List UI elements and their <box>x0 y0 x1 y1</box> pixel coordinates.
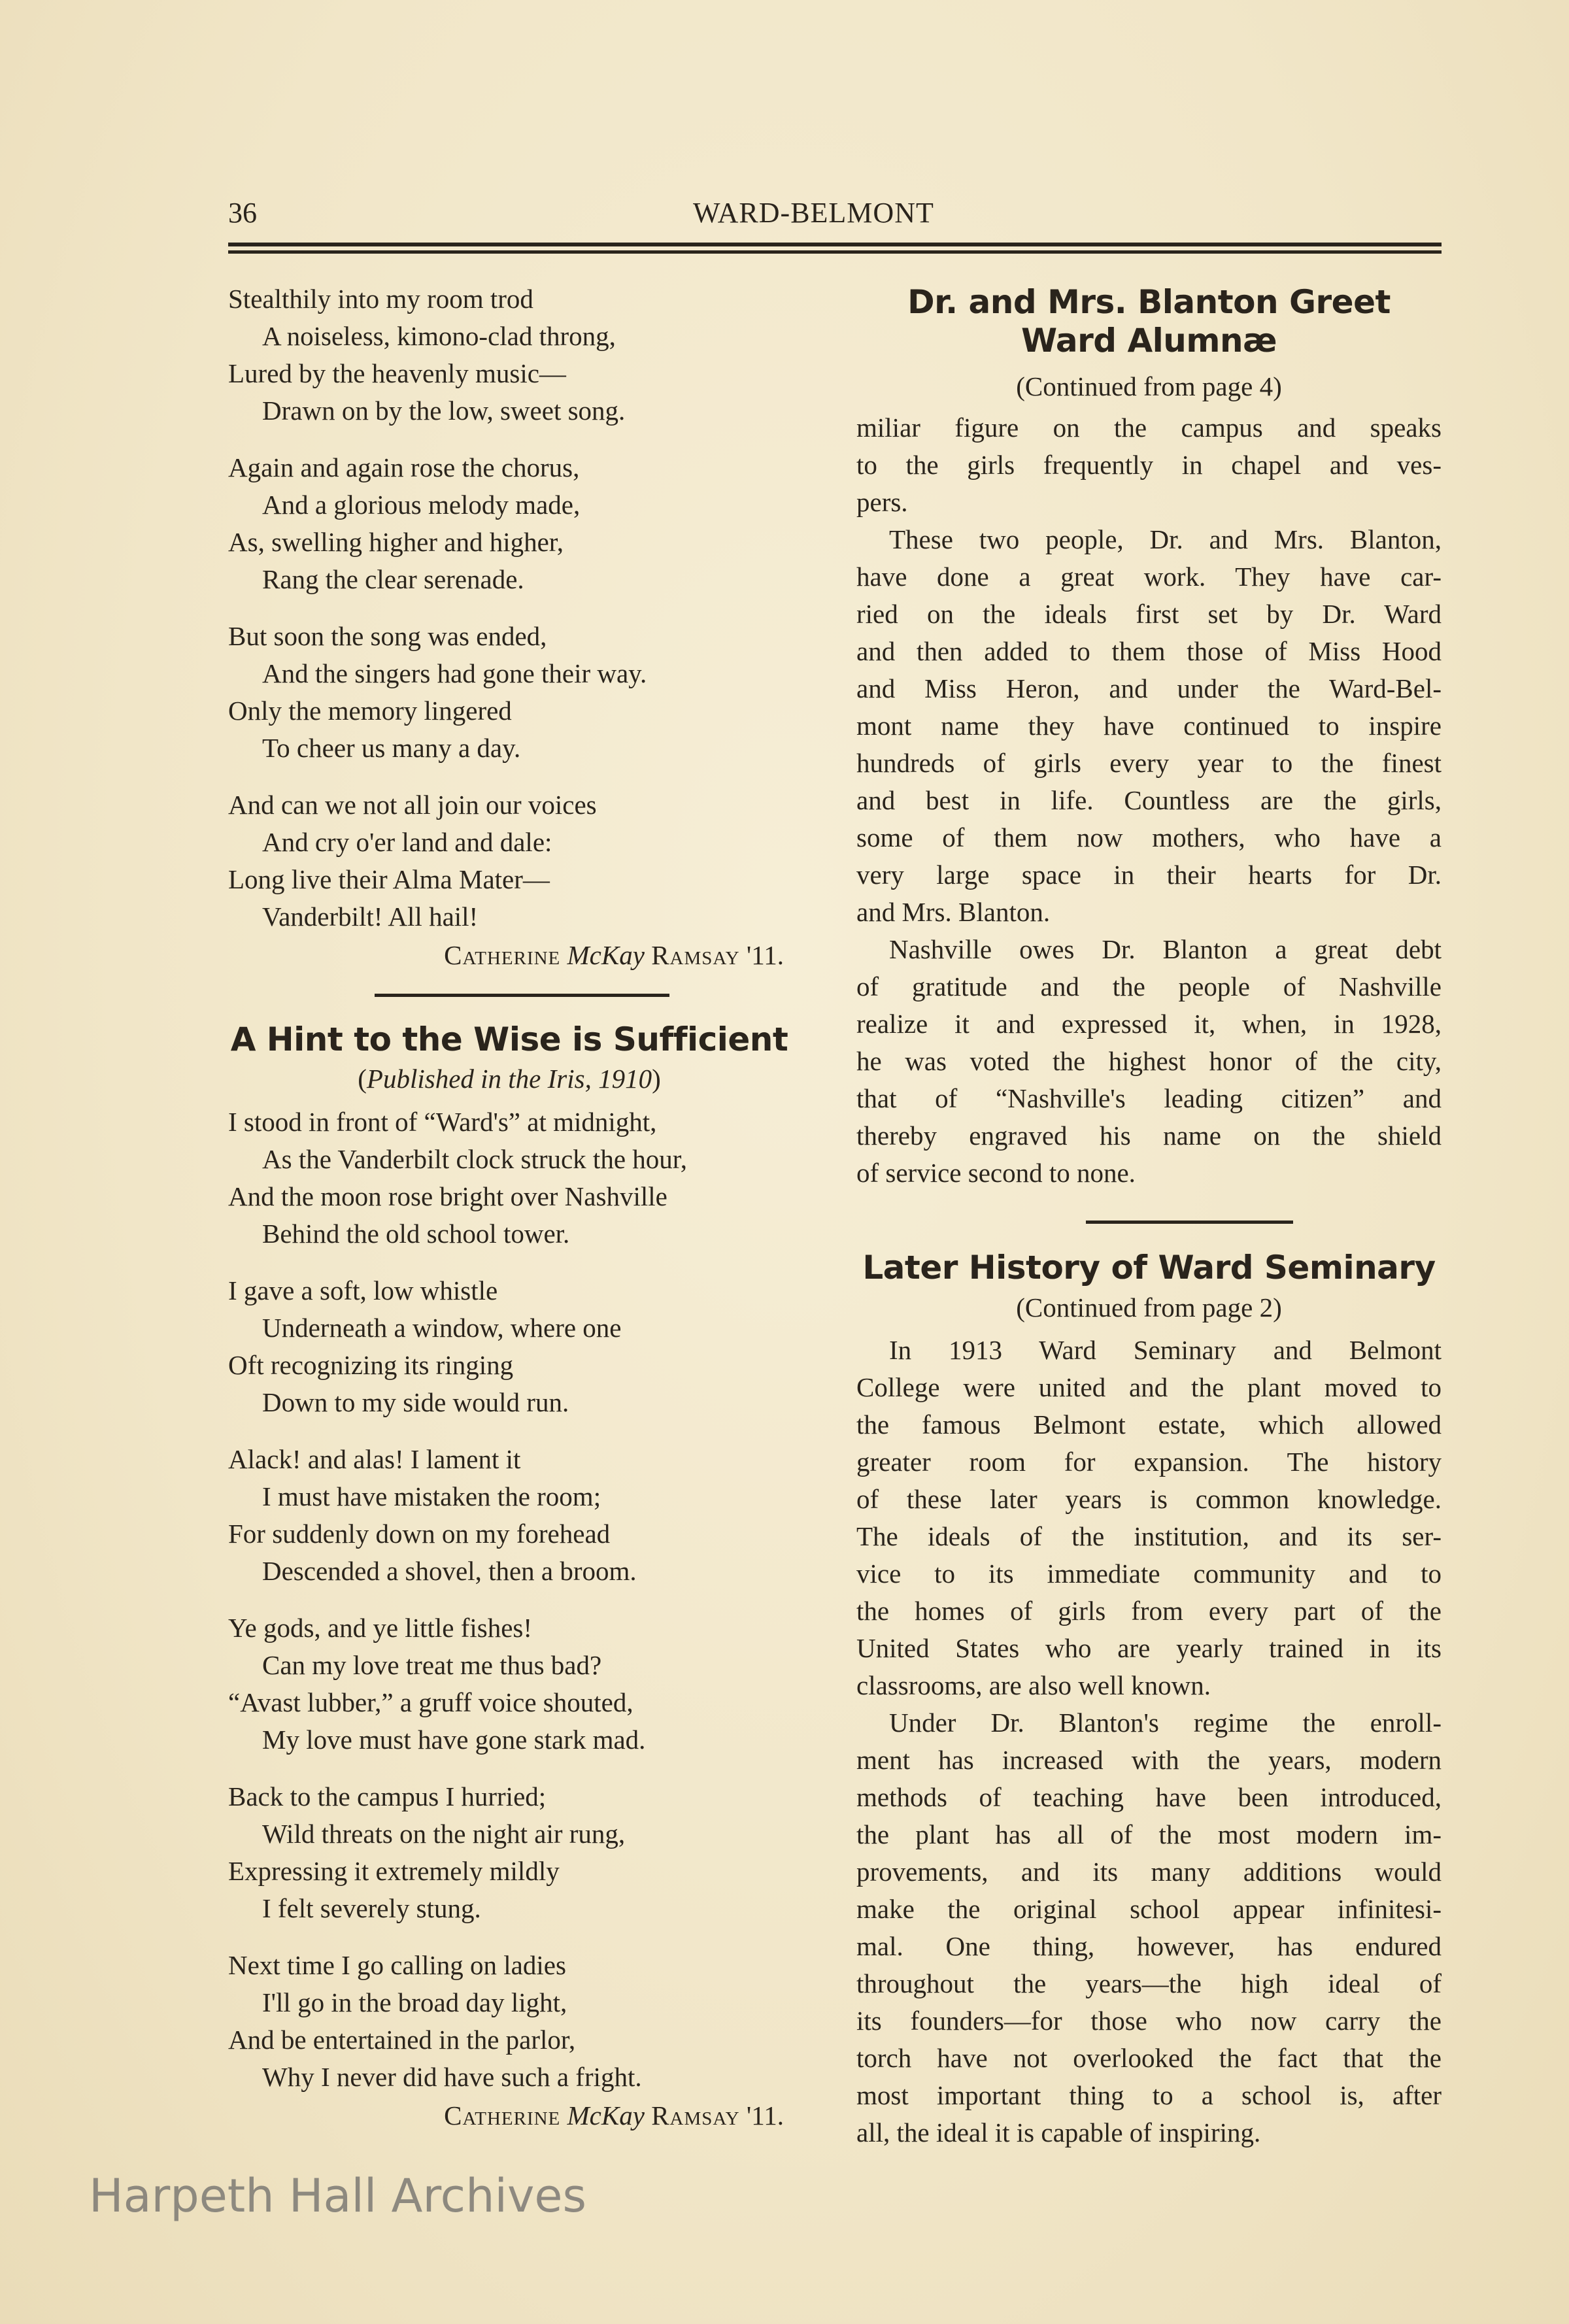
signature-last: Ramsay <box>651 940 740 970</box>
poem-line: Next time I go calling on ladies <box>228 1950 566 1980</box>
poem-line: I stood in front of “Ward's” at midnight, <box>228 1107 657 1137</box>
text-line: and best in life. Countless are the girls, <box>856 785 1442 815</box>
running-title: WARD-BELMONT <box>693 197 934 229</box>
text-line: mal. One thing, however, has endured <box>856 1931 1442 1961</box>
header-rule <box>228 243 1442 246</box>
article-title-line2: Ward Alumnæ <box>1021 322 1277 360</box>
text-line: some of them now mothers, who have a <box>856 822 1442 852</box>
poem-line: And cry o'er land and dale: <box>262 827 552 857</box>
text-line: very large space in their hearts for Dr. <box>856 860 1442 890</box>
poem-line: I felt severely stung. <box>262 1893 481 1923</box>
poem-line: Descended a shovel, then a broom. <box>262 1556 637 1586</box>
header-rule <box>228 250 1442 254</box>
text-line: provements, and its many additions would <box>856 1857 1442 1887</box>
article-body <box>856 409 1442 1192</box>
stanza <box>228 1441 817 1590</box>
stanza <box>228 1103 817 1253</box>
poem-line: Back to the campus I hurried; <box>228 1781 547 1811</box>
text-line: classrooms, are also well known. <box>856 1670 1211 1700</box>
poem-line: “Avast lubber,” a gruff voice shouted, <box>228 1687 633 1717</box>
paragraph <box>856 1332 1442 1704</box>
signature <box>228 937 817 974</box>
poem-line: And a glorious melody made, <box>262 490 581 520</box>
article-title: Later History of Ward Seminary <box>862 1249 1436 1287</box>
poem-line: For suddenly down on my forehead <box>228 1519 611 1549</box>
poem-line: And the moon rose bright over Nashville <box>228 1181 667 1211</box>
poem-line: And can we not all join our voices <box>228 790 597 820</box>
stanza <box>228 1609 817 1759</box>
poem-line: Only the memory lingered <box>228 696 512 726</box>
signature-middle: McKay <box>567 940 645 970</box>
poem-line: But soon the song was ended, <box>228 621 547 651</box>
text-line: the plant has all of the most modern im- <box>856 1819 1442 1849</box>
text-line: hundreds of girls every year to the finest <box>856 748 1442 778</box>
right-column <box>856 283 1442 2151</box>
text-line: greater room for expansion. The history <box>856 1447 1442 1477</box>
poem-line: Lured by the heavenly music— <box>228 358 566 388</box>
poem-line: Why I never did have such a fright. <box>262 2062 642 2092</box>
stanza <box>228 618 817 767</box>
section-divider <box>1086 1221 1293 1224</box>
text-line: of gratitude and the people of Nashville <box>856 971 1442 1002</box>
continued-note: (Continued from page 4) <box>1016 371 1282 401</box>
text-line: all, the ideal it is capable of inspiring. <box>856 2117 1261 2147</box>
text-line: of these later years is common knowledge. <box>856 1484 1442 1514</box>
text-line: most important thing to a school is, after <box>856 2080 1442 2110</box>
text-line: its founders—for those who now carry the <box>856 2006 1442 2036</box>
poem-vanderbilt <box>228 280 817 935</box>
paragraph <box>856 1704 1442 2151</box>
poem-line: Long live their Alma Mater— <box>228 864 550 894</box>
text-line: the famous Belmont estate, which allowed <box>856 1409 1442 1440</box>
text-line: College were united and the plant moved to <box>856 1372 1442 1402</box>
stanza <box>228 449 817 598</box>
text-line: he was voted the highest honor of the city, <box>856 1046 1442 1076</box>
poem-line: I'll go in the broad day light, <box>262 1987 567 2017</box>
text-line: make the original school appear infinitesi- <box>856 1894 1442 1924</box>
article-body <box>856 1332 1442 2151</box>
poem-line: As, swelling higher and higher, <box>228 527 564 557</box>
poem-line: To cheer us many a day. <box>262 733 521 763</box>
signature-middle: McKay <box>567 2100 645 2130</box>
paragraph <box>856 931 1442 1192</box>
poem-hint <box>228 1103 817 2096</box>
text-line: that of “Nashville's leading citizen” and <box>856 1083 1442 1113</box>
stanza <box>228 786 817 935</box>
poem-line: Again and again rose the chorus, <box>228 452 580 482</box>
text-line: Under Dr. Blanton's regime the enroll- <box>889 1708 1442 1738</box>
poem-line: Rang the clear serenade. <box>262 564 524 594</box>
text-line: and then added to them those of Miss Hood <box>856 636 1442 666</box>
poem-line: Wild threats on the night air rung, <box>262 1819 626 1849</box>
signature <box>228 2097 817 2134</box>
text-line: miliar figure on the campus and speaks <box>856 413 1442 443</box>
poem-line: And be entertained in the parlor, <box>228 2025 576 2055</box>
poem-line: Expressing it extremely mildly <box>228 1856 560 1886</box>
poem-line: As the Vanderbilt clock struck the hour, <box>262 1144 688 1174</box>
text-line: ried on the ideals first set by Dr. Ward <box>856 599 1442 629</box>
text-line: vice to its immediate community and to <box>856 1558 1442 1589</box>
poem-line: Behind the old school tower. <box>262 1219 570 1249</box>
poem-line: A noiseless, kimono-clad throng, <box>262 321 616 351</box>
stanza <box>228 1272 817 1421</box>
text-line: In 1913 Ward Seminary and Belmont <box>889 1335 1442 1365</box>
signature-first: Catherine <box>444 940 561 970</box>
text-line: of service second to none. <box>856 1158 1136 1188</box>
signature-year: '11. <box>746 940 784 970</box>
signature-last: Ramsay <box>651 2100 740 2130</box>
stanza <box>228 1947 817 2096</box>
text-line: United States who are yearly trained in its <box>856 1633 1442 1663</box>
left-column <box>228 280 817 2134</box>
text-line: mont name they have continued to inspire <box>856 711 1442 741</box>
text-line: realize it and expressed it, when, in 1928, <box>856 1009 1442 1039</box>
continued-note: (Continued from page 2) <box>1016 1292 1282 1322</box>
page-number: 36 <box>228 197 257 229</box>
poem-line: Underneath a window, where one <box>262 1313 622 1343</box>
text-line: pers. <box>856 487 908 517</box>
poem-line: My love must have gone stark mad. <box>262 1725 646 1755</box>
text-line: throughout the years—the high ideal of <box>856 1968 1442 1998</box>
section-divider <box>375 994 669 997</box>
poem-line: Oft recognizing its ringing <box>228 1350 514 1380</box>
text-line: have done a great work. They have car- <box>856 562 1442 592</box>
paragraph <box>856 521 1442 931</box>
text-line: methods of teaching have been introduced, <box>856 1782 1442 1812</box>
poem-line: Stealthily into my room trod <box>228 284 533 314</box>
poem-line: And the singers had gone their way. <box>262 658 647 688</box>
text-line: and Mrs. Blanton. <box>856 897 1051 927</box>
poem-line: Vanderbilt! All hail! <box>262 901 479 932</box>
poem-line: Ye gods, and ye little fishes! <box>228 1613 533 1643</box>
paragraph <box>856 409 1442 521</box>
text-line: and Miss Heron, and under the Ward-Bel- <box>856 673 1442 703</box>
signature-first: Catherine <box>444 2100 561 2130</box>
poem-line: I gave a soft, low whistle <box>228 1275 498 1305</box>
poem-line: I must have mistaken the room; <box>262 1481 601 1511</box>
text-line: torch have not overlooked the fact that the <box>856 2043 1442 2073</box>
text-line: The ideals of the institution, and its ser- <box>856 1521 1442 1551</box>
signature-year: '11. <box>746 2100 784 2130</box>
archive-watermark: Harpeth Hall Archives <box>89 2169 586 2223</box>
poem-line: Drawn on by the low, sweet song. <box>262 396 626 426</box>
text-line: the homes of girls from every part of the <box>856 1596 1442 1626</box>
text-line: Nashville owes Dr. Blanton a great debt <box>889 934 1442 964</box>
stanza <box>228 280 817 429</box>
text-line: thereby engraved his name on the shield <box>856 1120 1442 1151</box>
poem-line: Down to my side would run. <box>262 1387 569 1417</box>
article-title-line1: Dr. and Mrs. Blanton Greet <box>907 283 1391 321</box>
stanza <box>228 1778 817 1927</box>
text-line: These two people, Dr. and Mrs. Blanton, <box>889 524 1442 554</box>
text-line: to the girls frequently in chapel and ves- <box>856 450 1442 480</box>
poem-line: Can my love treat me thus bad? <box>262 1650 602 1680</box>
poem-subtitle: (Published in the Iris, 1910) <box>358 1064 661 1094</box>
text-line: ment has increased with the years, modern <box>856 1745 1442 1775</box>
poem-title: A Hint to the Wise is Sufficient <box>230 1020 788 1058</box>
poem-line: Alack! and alas! I lament it <box>228 1444 521 1474</box>
